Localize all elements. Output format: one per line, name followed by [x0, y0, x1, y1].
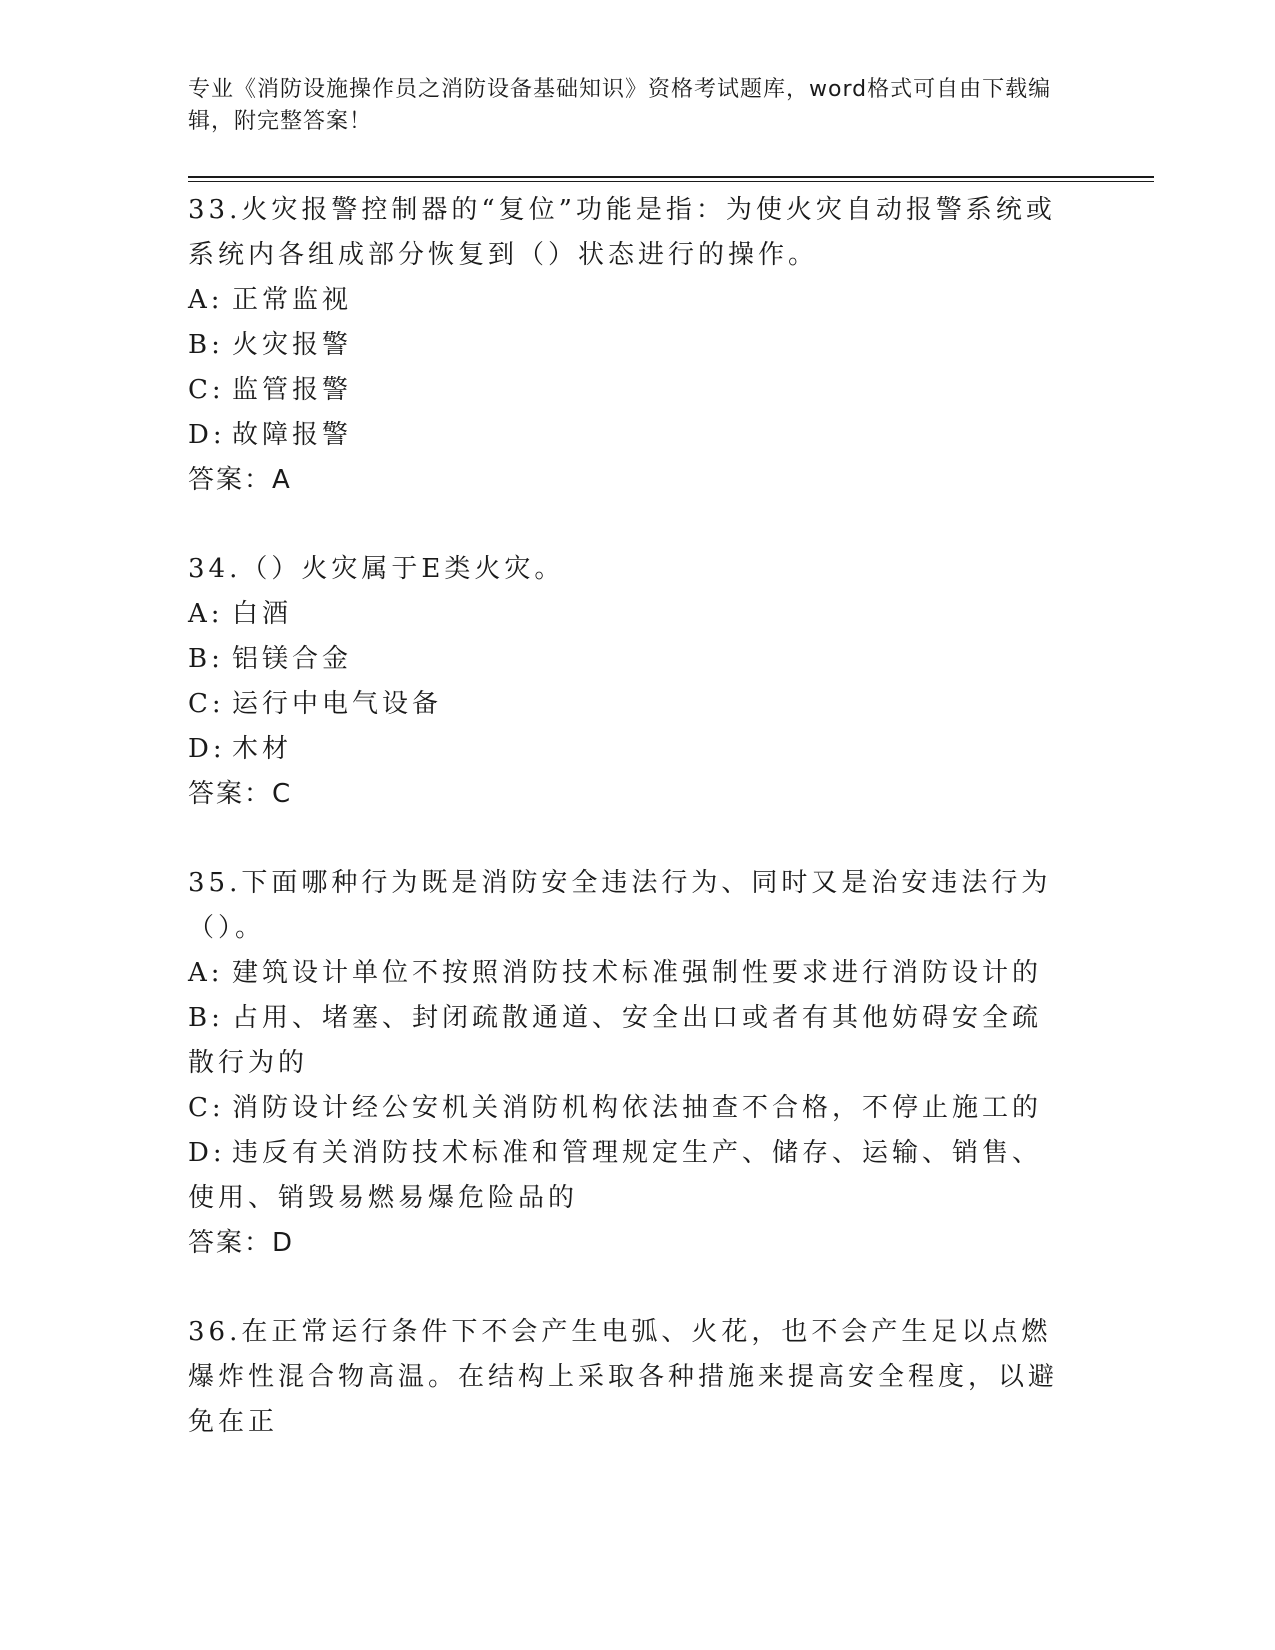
option-a — [188, 951, 1068, 996]
option-text: 监管报警 — [232, 375, 353, 405]
question-list — [188, 188, 1068, 1489]
option-text: 违反有关消防技术标准和管理规定生产、储存、运输、销售、使用、销毁易燃易爆危险品的 — [188, 1138, 1043, 1213]
question-34 — [188, 547, 1068, 817]
header-divider-thin — [188, 181, 1154, 182]
header-divider-thick — [188, 176, 1154, 178]
option-letter: D: — [188, 734, 226, 764]
option-text: 木材 — [232, 734, 293, 764]
answer-line: 答案：C — [188, 779, 293, 809]
option-letter: A: — [188, 285, 224, 315]
option-c — [188, 368, 1068, 413]
option-a — [188, 592, 1068, 637]
option-letter: A: — [188, 599, 224, 629]
option-d — [188, 1131, 1068, 1221]
option-letter: C: — [188, 375, 225, 405]
option-letter: B: — [188, 330, 224, 360]
question-35 — [188, 861, 1068, 1266]
option-text: 占用、堵塞、封闭疏散通道、安全出口或者有其他妨碍安全疏散行为的 — [188, 1003, 1043, 1078]
option-d — [188, 727, 1068, 772]
option-text: 故障报警 — [232, 420, 353, 450]
option-text: 运行中电气设备 — [232, 689, 443, 719]
option-c — [188, 682, 1068, 727]
option-letter: B: — [188, 644, 224, 674]
document-header: 专业《消防设施操作员之消防设备基础知识》资格考试题库，word格式可自由下载编辑，附完整答案！ — [188, 77, 1052, 134]
option-text: 白酒 — [232, 599, 293, 629]
option-letter: C: — [188, 1093, 225, 1123]
option-text: 正常监视 — [232, 285, 353, 315]
option-letter: A: — [188, 958, 224, 988]
option-text: 铝镁合金 — [232, 644, 353, 674]
question-36 — [188, 1310, 1068, 1445]
question-stem: 33.火灾报警控制器的“复位”功能是指：为使火灾自动报警系统或系统内各组成部分恢复到（）状态进行的操作。 — [188, 195, 1056, 270]
question-33 — [188, 188, 1068, 503]
option-b — [188, 637, 1068, 682]
option-letter: C: — [188, 689, 225, 719]
question-stem: 34.（）火灾属于E类火灾。 — [188, 554, 565, 584]
option-a — [188, 278, 1068, 323]
option-b — [188, 996, 1068, 1086]
option-d — [188, 413, 1068, 458]
option-text: 火灾报警 — [232, 330, 353, 360]
question-stem: 35.下面哪种行为既是消防安全违法行为、同时又是治安违法行为（）。 — [188, 868, 1052, 943]
option-letter: D: — [188, 1138, 226, 1168]
question-stem: 36.在正常运行条件下不会产生电弧、火花，也不会产生足以点燃爆炸性混合物高温。在结构上采取各种措施来提高安全程度，以避免在正 — [188, 1317, 1059, 1437]
option-text: 建筑设计单位不按照消防技术标准强制性要求进行消防设计的 — [232, 958, 1043, 988]
option-letter: D: — [188, 420, 226, 450]
option-letter: B: — [188, 1003, 224, 1033]
answer-line: 答案：D — [188, 1228, 295, 1258]
answer-line: 答案：A — [188, 465, 292, 495]
option-text: 消防设计经公安机关消防机构依法抽查不合格，不停止施工的 — [232, 1093, 1043, 1123]
option-b — [188, 323, 1068, 368]
option-c — [188, 1086, 1068, 1131]
